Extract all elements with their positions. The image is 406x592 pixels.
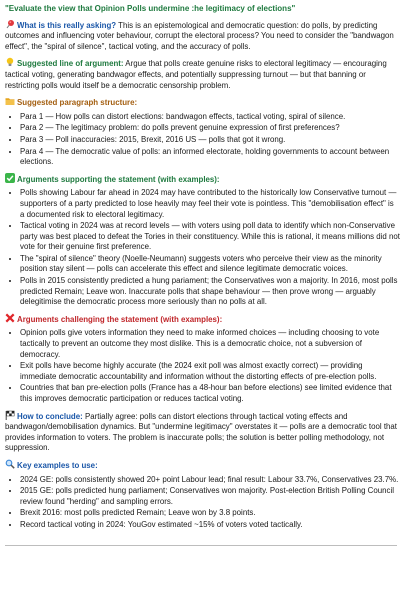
magnifier-icon bbox=[5, 459, 15, 469]
examples-heading bbox=[5, 459, 400, 472]
list-item: • Polls in 2015 consistently predicted a hung pariament; the Conservatives won a majority. In 2016, most polls predicted Remain; Leave won. Inaccurate polls that shape behaviour — then prove wrong — arguably delegitimise the democratic process more seriously than no polls at all. bbox=[20, 276, 400, 308]
bottom-divider bbox=[5, 545, 397, 546]
question-title: "Evaluate the view that Opinion Polls undermine :he legitimacy of elections" bbox=[5, 4, 296, 13]
supporting-label: Arguments supporting the statement (with examples): bbox=[17, 174, 220, 184]
supporting-heading bbox=[5, 173, 400, 186]
conclude-text: Partially agree: polls can distort elections through tactical voting effects and bandwagon/demobilisation dynamics. But "undermine legitimacy" overstates it — polls are a democratic tool that provides information to voters. The problem is inaccurate polls; the solution is better polling methodology, not suppression. bbox=[5, 411, 398, 453]
check-box-icon bbox=[5, 173, 15, 183]
list-item: • 2024 GE: polls consistently showed 20+ point Labour lead; final result: Labour 33.7%, Conservatives 23.7%. bbox=[20, 475, 400, 486]
examples-label: Key examples to use: bbox=[17, 460, 98, 470]
list-item: • Record tactical voting in 2024: YouGov estimated ~15% of voters voted tactically. bbox=[20, 520, 400, 531]
list-item: • Polls showing Labour far ahead in 2024 may have contributed to the historically low Conservative turnout — supporters of a party predicted to lose heavily may feel their vote is pointless. This "demobilisation effect" is a documented risk to electoral legitimacy. bbox=[20, 188, 400, 220]
asking-label: What is this really asking? bbox=[17, 20, 117, 30]
argument-text: Argue that polls create genuine risks to electoral legitimacy — encouraging tactical voting, generating bandwagor effects, and potentially suppressing turnout — but that banning or restricting polls would itself be a democratic censorship problem. bbox=[5, 59, 387, 90]
argument-section bbox=[5, 57, 400, 91]
cross-mark-icon bbox=[5, 313, 15, 323]
list-item: • The "spiral of silence" theory (Noelle-Neumann) suggests voters who perceive their view as the minority position stay silent — polls can accelerate this effect and silence legitimate democratic voices. bbox=[20, 254, 400, 275]
list-item: • Para 3 — Poll inaccuracies: 2015, Brexit, 2016 US — polls that got it wrong. bbox=[20, 135, 400, 146]
structure-heading bbox=[5, 96, 400, 109]
argument-label: Suggested line of argument: bbox=[17, 59, 124, 69]
asking-section bbox=[5, 19, 400, 53]
structure-label: Suggested paragraph structure: bbox=[17, 98, 138, 108]
examples-list bbox=[5, 475, 400, 531]
structure-list bbox=[5, 112, 400, 168]
challenging-heading bbox=[5, 313, 400, 326]
folder-icon bbox=[5, 96, 15, 106]
chequered-flag-icon bbox=[5, 410, 15, 420]
list-item: • Countries that ban pre-election polls (France has a 48-hour ban before elections) see limited evidence that this improves democratic participation or reduces tactical voting. bbox=[20, 383, 400, 404]
asking-text: This is an epistemological and democratic question: do polls, by predicting outcomes and influencing voter behaviour, corrupt the electoral process? You need to consider the "bandwagon effect", the "spiral of silence", tactical voting, and the accuracy of polls. bbox=[5, 20, 394, 51]
list-item: • 2015 GE: polls predicted hung parliament; Conservatives won majority. Post-election British Polling Council review found "herding" and sampling errors. bbox=[20, 486, 400, 507]
list-item: • Brexit 2016: most polls predicted Remain; Leave won by 3.8 points. bbox=[20, 508, 400, 519]
list-item: • Para 4 — The democratic value of polls: an informed electorate, holding governments to account between elections. bbox=[20, 147, 400, 168]
conclude-label: How to conclude: bbox=[17, 411, 83, 421]
supporting-list bbox=[5, 188, 400, 308]
lightbulb-icon bbox=[5, 57, 15, 67]
list-item: • Para 2 — The legitimacy problem: do polls prevent genuine expression of first preferences? bbox=[20, 123, 400, 134]
list-item: • Opinion polls give voters information they need to make informed choices — including choosing to vote tactically to prevent an outcome they most dislike. This is a democratic choice, not a subversion of democracy. bbox=[20, 328, 400, 360]
list-item: • Para 1 — How polls can distort elections: bandwagon effects, tactical voting, spiral of silence. bbox=[20, 112, 400, 123]
pushpin-icon bbox=[5, 19, 15, 29]
list-item: • Tactical voting in 2024 was at record levels — with voters using poll data to identify which non-Conservative party was best placed to defeat the Tories in their constituency. While this is rational, it means millions did not vote for their genuine first preference. bbox=[20, 221, 400, 253]
challenging-label: Arguments challenging the statement (with examples): bbox=[17, 314, 223, 324]
challenging-list bbox=[5, 328, 400, 404]
conclude-section bbox=[5, 410, 400, 454]
list-item: • Exit polls have become highly accurate (the 2024 exit poll was almost exactly correct) — providing immediate democratic accountability and information without the distorting effects of pre-election polls. bbox=[20, 361, 400, 382]
